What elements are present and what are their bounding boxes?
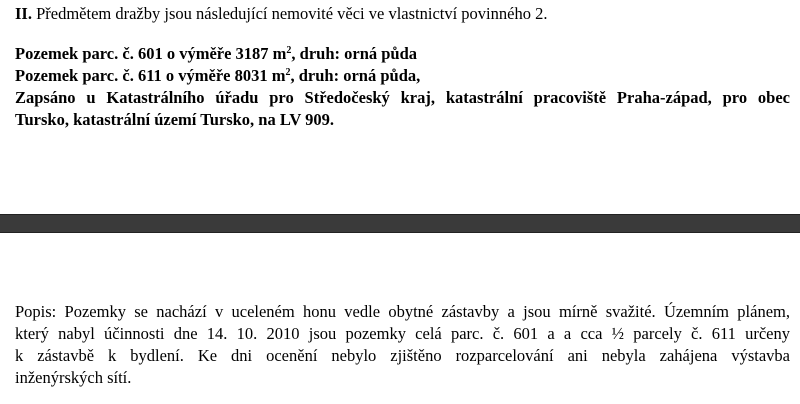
popis-line-3: k zástavbě k bydlení. Ke dni ocenění nebylo zjištěno rozparcelování ani nebyla zahájena výstavba: [15, 346, 790, 365]
registry-line-2: Tursko, katastrální území Tursko, na LV 909.: [15, 110, 334, 129]
page-separator: [0, 214, 800, 233]
parcel-611-line: [15, 66, 790, 86]
section-number: II.: [15, 4, 32, 23]
document-page-bottom: [0, 233, 800, 404]
section-heading-text: Předmětem dražby jsou následující nemovité věci ve vlastnictví povinného 2.: [31, 4, 548, 23]
parcel-601-unit-sup: 2: [286, 45, 292, 56]
parcel-601-line: [15, 44, 790, 64]
parcel-611-type: , druh: orná půda,: [290, 66, 421, 85]
parcel-601-text: Pozemek parc. č. 601 o výměře 3187 m: [15, 44, 287, 63]
popis-line-2: který nabyl účinnosti dne 14. 10. 2010 jsou pozemky celá parc. č. 601 a a cca ½ parcely č. 611 určeny: [15, 324, 790, 343]
popis-line-4: inženýrských sítí.: [15, 368, 132, 387]
parcel-601-type: , druh: orná půda: [291, 44, 418, 63]
section-heading: [15, 4, 790, 24]
registry-line-1: Zapsáno u Katastrálního úřadu pro Středočeský kraj, katastrální pracoviště Praha-západ, pro obec: [15, 88, 790, 107]
popis-line-1: Popis: Pozemky se nachází v uceleném honu vedle obytné zástavby a jsou mírně svažité. Územním plánem,: [15, 302, 790, 321]
parcel-611-unit-sup: 2: [285, 67, 291, 78]
parcel-611-text: Pozemek parc. č. 611 o výměře 8031 m: [15, 66, 286, 85]
